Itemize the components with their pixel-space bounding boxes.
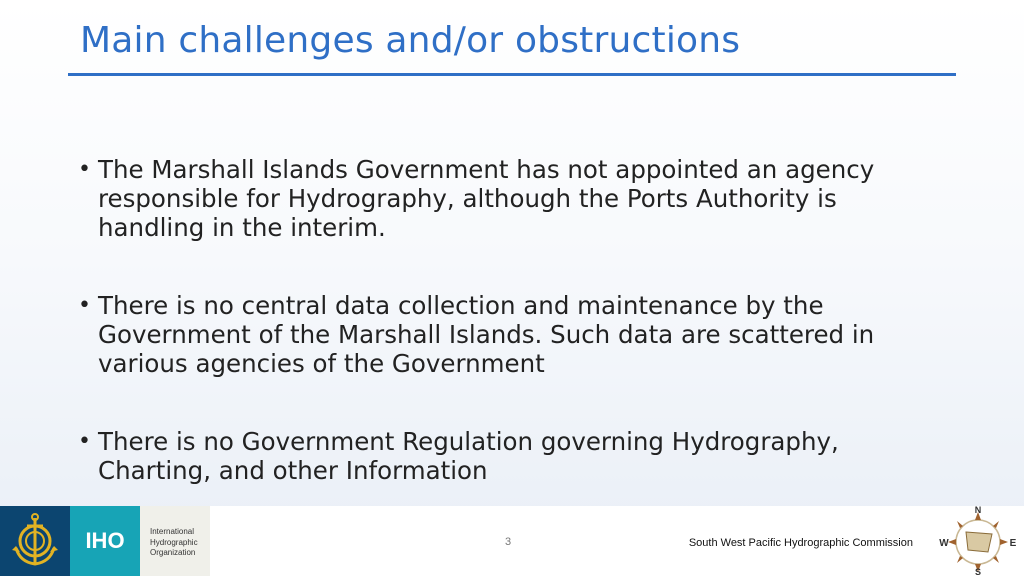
bullet-item [76, 427, 896, 485]
slide-title: Main challenges and/or obstructions [80, 20, 741, 61]
bullet-list [76, 155, 896, 485]
compass-south-label: S [974, 567, 982, 576]
bullet-item [76, 155, 896, 242]
org-name: International Hydrographic Organization [150, 527, 198, 557]
anchor-emblem-icon [0, 506, 70, 576]
commission-name: South West Pacific Hydrographic Commission [688, 537, 913, 549]
iho-emblem-logo [0, 506, 70, 576]
title-underline [68, 73, 956, 76]
footer [0, 506, 1024, 576]
bullet-marker: • [78, 157, 91, 182]
bullet-text: The Marshall Islands Government has not appointed an agency responsible for Hydrography, although the Ports Authority is handling in the interim. [98, 155, 875, 242]
bullet-item [76, 291, 896, 378]
bullet-text: There is no central data collection and maintenance by the Government of the Marshall Islands. Such data are scattered in various agencies of the Government [98, 291, 875, 378]
compass-east-label: E [1009, 538, 1017, 549]
bullet-marker: • [78, 429, 91, 454]
compass-west-label: W [939, 538, 949, 549]
iho-logo: IHO [70, 506, 140, 576]
page-number: 3 [505, 536, 512, 548]
compass-rose-icon [932, 506, 1024, 576]
bullet-text: There is no Government Regulation governing Hydrography, Charting, and other Information [98, 427, 839, 485]
compass-north-label: N [974, 506, 982, 515]
bullet-marker: • [78, 293, 91, 318]
